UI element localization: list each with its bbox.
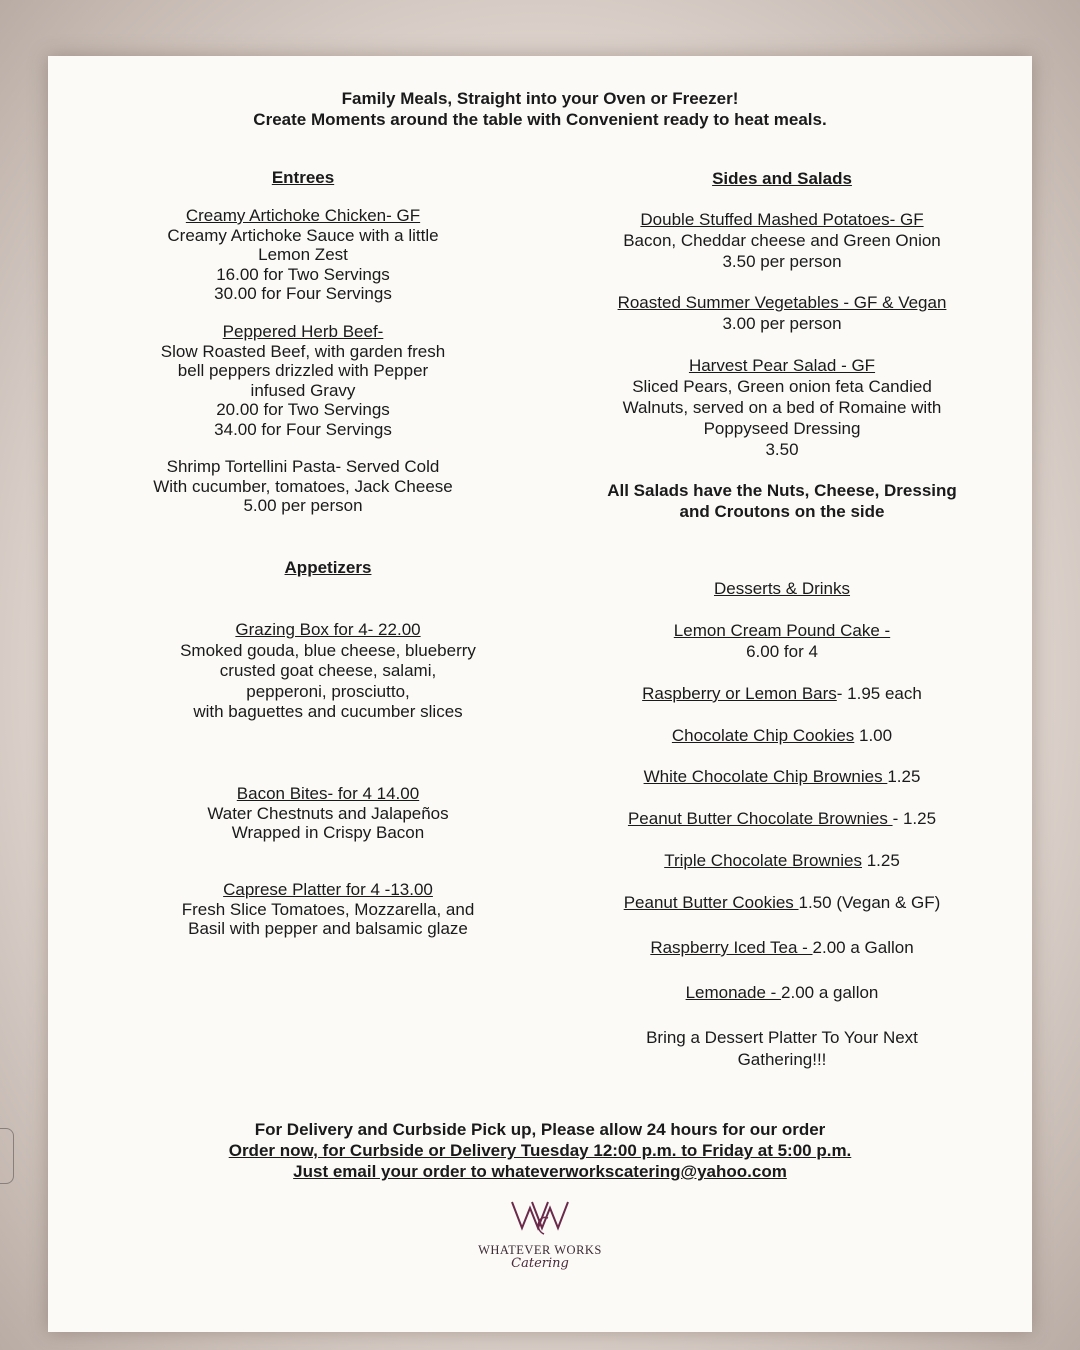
side-line: 3.50 per person xyxy=(722,252,842,271)
edge-tab xyxy=(0,1128,14,1184)
logo-brand: WHATEVER WORKS xyxy=(478,1243,602,1257)
company-logo xyxy=(460,1196,620,1276)
appetizer-line: Smoked gouda, blue cheese, blueberry xyxy=(180,640,476,660)
entree-line: infused Gravy xyxy=(250,380,356,400)
appetizers-column xyxy=(142,0,514,1000)
appetizer-name: Bacon Bites- for 4 14.00 xyxy=(236,784,420,803)
appetizers-heading: Appetizers xyxy=(284,558,372,577)
appetizer-line: Water Chestnuts and Jalapeños xyxy=(207,803,449,823)
salads-note-line: and Croutons on the side xyxy=(679,502,885,521)
appetizer-item xyxy=(142,620,514,723)
entree-name: Peppered Herb Beef- xyxy=(222,322,384,341)
dessert-name: Peanut Butter Chocolate Brownies xyxy=(627,809,893,828)
right-column xyxy=(586,0,978,1100)
dessert-item xyxy=(586,850,978,871)
side-item xyxy=(586,209,978,272)
entree-line: 34.00 for Four Servings xyxy=(214,419,392,439)
dessert-price: 1.25 xyxy=(861,851,900,870)
logo-script: Catering xyxy=(511,1256,569,1271)
dessert-item xyxy=(586,683,978,704)
appetizer-line: Basil with pepper and balsamic glaze xyxy=(188,919,468,938)
appetizer-line: Wrapped in Crispy Bacon xyxy=(231,823,425,842)
header-line-1: Family Meals, Straight into your Oven or Freezer! xyxy=(341,89,739,108)
entree-line: bell peppers drizzled with Pepper xyxy=(177,361,429,380)
dessert-name: Lemonade - xyxy=(685,983,782,1002)
side-line: 3.00 per person xyxy=(722,314,842,333)
dessert-name: Chocolate Chip Cookies xyxy=(671,726,855,745)
appetizer-item xyxy=(142,880,514,939)
header-line-2: Create Moments around the table with Convenient ready to heat meals. xyxy=(253,110,827,129)
entree-line: 16.00 for Two Servings xyxy=(216,264,390,284)
entree-line: Creamy Artichoke Sauce with a little xyxy=(167,225,439,245)
side-line: Sliced Pears, Green onion feta Candied xyxy=(632,377,932,396)
appetizer-name: Caprese Platter for 4 -13.00 xyxy=(223,880,433,899)
dessert-price: 1.00 xyxy=(854,726,893,745)
dessert-item xyxy=(586,620,978,662)
desserts-heading: Desserts & Drinks xyxy=(713,579,851,598)
dessert-line: 6.00 for 4 xyxy=(746,642,818,661)
side-line: 3.50 xyxy=(765,440,799,459)
salads-note xyxy=(586,480,978,522)
appetizer-line: with baguettes and cucumber slices xyxy=(193,702,463,721)
entree-line: 20.00 for Two Servings xyxy=(216,400,390,419)
dessert-price: 1.25 xyxy=(887,767,921,786)
entrees-heading: Entrees xyxy=(271,168,335,187)
dessert-name: Raspberry Iced Tea - xyxy=(650,938,813,957)
dessert-name: Triple Chocolate Brownies xyxy=(664,851,862,870)
side-name: Roasted Summer Vegetables - GF & Vegan xyxy=(617,293,947,312)
side-line: Walnuts, served on a bed of Romaine with xyxy=(622,398,942,417)
entree-line: With cucumber, tomatoes, Jack Cheese xyxy=(153,476,453,496)
side-name: Double Stuffed Mashed Potatoes- GF xyxy=(640,210,924,229)
sides-heading: Sides and Salads xyxy=(712,169,852,188)
dessert-item xyxy=(586,808,978,829)
side-name: Harvest Pear Salad - GF xyxy=(688,356,876,375)
dessert-price: - 1.25 xyxy=(892,809,937,828)
dessert-name: White Chocolate Chip Brownies xyxy=(643,767,888,786)
appetizer-line: pepperoni, prosciutto, xyxy=(246,681,410,701)
dessert-closing-line: Bring a Dessert Platter To Your Next xyxy=(646,1028,918,1047)
entree-name: Creamy Artichoke Chicken- GF xyxy=(185,206,421,225)
entree-line: Shrimp Tortellini Pasta- Served Cold xyxy=(166,457,440,476)
dessert-price: 1.50 (Vegan & GF) xyxy=(798,893,941,912)
entree-line: Slow Roasted Beef, with garden fresh xyxy=(160,341,446,361)
dessert-name: Raspberry or Lemon Bars xyxy=(642,684,837,703)
dessert-closing xyxy=(586,1027,978,1071)
dessert-price: 2.00 a Gallon xyxy=(812,938,914,957)
appetizer-item xyxy=(142,784,514,843)
dessert-item xyxy=(586,892,978,913)
dessert-item xyxy=(586,937,978,958)
dessert-name: Peanut Butter Cookies xyxy=(623,893,799,912)
dessert-closing-line: Gathering!!! xyxy=(737,1050,827,1069)
dessert-item xyxy=(586,982,978,1003)
dessert-name: Lemon Cream Pound Cake - xyxy=(673,621,891,640)
side-item xyxy=(586,292,978,334)
dessert-price: 2.00 a gallon xyxy=(781,983,879,1002)
monogram-icon xyxy=(508,1196,572,1236)
appetizer-name: Grazing Box for 4- 22.00 xyxy=(235,620,421,639)
order-footer xyxy=(48,1119,1032,1182)
appetizer-line: Fresh Slice Tomatoes, Mozzarella, and xyxy=(181,899,475,919)
dessert-price: - 1.95 each xyxy=(836,684,922,703)
footer-line-2: Order now, for Curbside or Delivery Tuesday 12:00 p.m. to Friday at 5:00 p.m. xyxy=(228,1141,852,1160)
footer-line-1: For Delivery and Curbside Pick up, Please allow 24 hours for our order xyxy=(254,1120,826,1139)
dessert-item xyxy=(586,725,978,746)
entree-line: Lemon Zest xyxy=(258,245,348,264)
footer-email-line[interactable]: Just email your order to whateverworkscatering@yahoo.com xyxy=(293,1162,787,1181)
appetizer-line: crusted goat cheese, salami, xyxy=(219,661,437,680)
side-line: Poppyseed Dressing xyxy=(703,419,861,438)
salads-note-line: All Salads have the Nuts, Cheese, Dressing xyxy=(607,481,957,500)
side-item xyxy=(586,355,978,460)
dessert-item xyxy=(586,766,978,787)
entree-line: 5.00 per person xyxy=(243,496,363,515)
entree-line: 30.00 for Four Servings xyxy=(214,284,392,303)
side-line: Bacon, Cheddar cheese and Green Onion xyxy=(623,231,941,250)
